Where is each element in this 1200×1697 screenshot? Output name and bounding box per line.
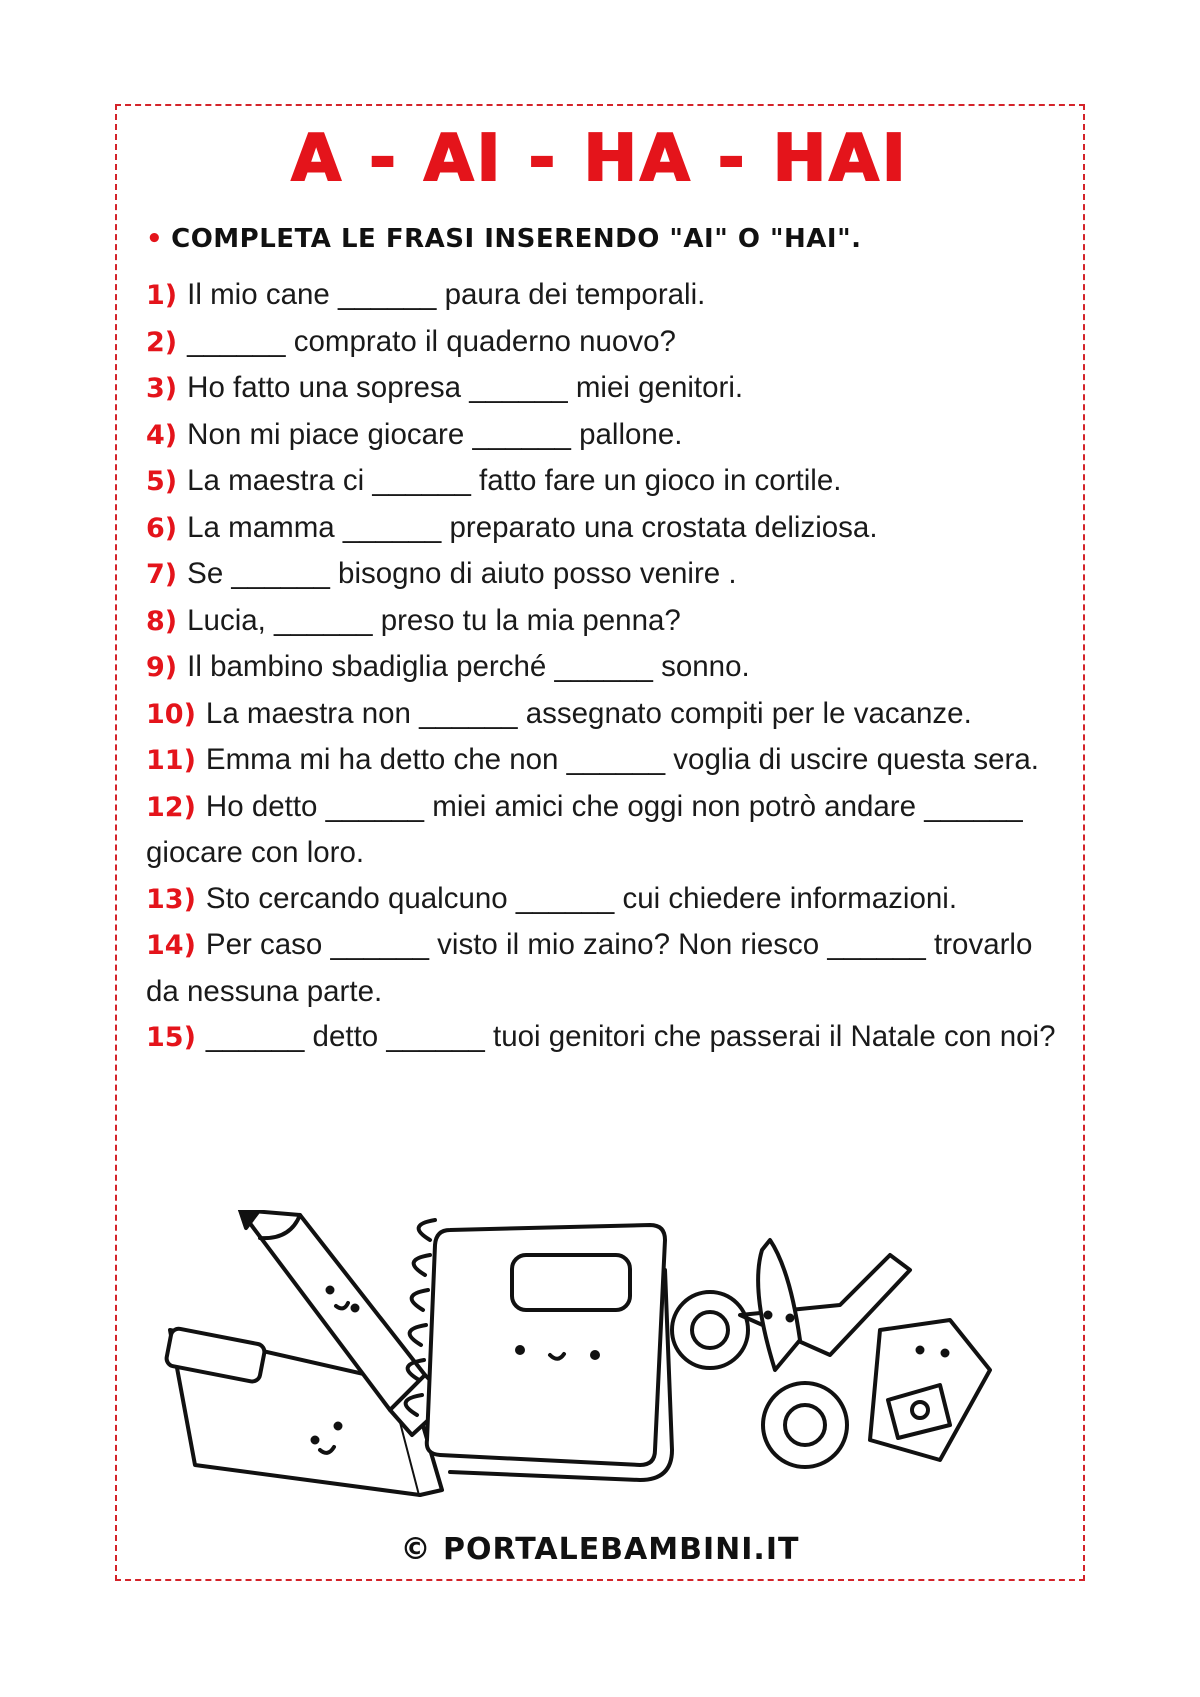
exercise-text: La maestra ci ______ fatto fare un gioco in cortile.: [187, 464, 842, 497]
exercise-number: 8): [146, 605, 178, 637]
exercise-item: [146, 319, 1061, 366]
exercise-text: Ho fatto una sopresa ______ miei genitori.: [187, 371, 744, 404]
exercise-item: [146, 412, 1061, 459]
exercise-text: Il bambino sbadiglia perché ______ sonno.: [187, 650, 750, 683]
exercise-number: 10): [146, 698, 196, 730]
exercise-text: Emma mi ha detto che non ______ voglia di uscire questa sera.: [205, 743, 1039, 776]
exercise-text: La mamma ______ preparato una crostata deliziosa.: [187, 510, 878, 544]
exercise-text: Non mi piace giocare ______ pallone.: [187, 417, 683, 451]
exercise-number: 11): [146, 745, 196, 776]
instruction-text: COMPLETA LE FRASI INSERENDO "AI" O "HAI".: [171, 224, 862, 254]
exercise-number: 6): [146, 512, 178, 544]
exercise-item: [146, 272, 1061, 319]
exercise-item: [146, 922, 1061, 1014]
exercise-number: 3): [146, 373, 178, 404]
exercise-number: 13): [146, 883, 196, 915]
bullet-icon: •: [146, 224, 164, 254]
notebook-icon: [406, 1220, 672, 1480]
exercise-text: Lucia, ______ preso tu la mia penna?: [187, 603, 681, 637]
exercise-text: ______ detto ______ tuoi genitori che passerai il Natale con noi?: [205, 1020, 1056, 1053]
exercise-item: [146, 737, 1061, 784]
exercise-item: [146, 365, 1061, 412]
exercise-number: 7): [146, 559, 178, 590]
exercise-number: 14): [146, 930, 196, 961]
exercise-item: [146, 458, 1061, 505]
sharpener-icon: [870, 1320, 990, 1460]
exercise-number: 2): [146, 326, 178, 358]
exercise-item: [146, 784, 1061, 876]
exercise-text: La maestra non ______ assegnato compiti per le vacanze.: [205, 696, 972, 730]
exercise-number: 1): [146, 280, 178, 311]
copyright-footer: © PORTALEBAMBINI.IT: [400, 1532, 800, 1567]
exercise-item: [146, 1014, 1061, 1061]
exercise-text: Ho detto ______ miei amici che oggi non potrò andare ______ giocare con loro.: [146, 789, 1023, 869]
exercise-item: [146, 876, 1061, 923]
school-supplies-illustration: [150, 1210, 1060, 1550]
exercise-number: 9): [146, 652, 178, 683]
exercise-text: Sto cercando qualcuno ______ cui chiedere informazioni.: [205, 881, 958, 915]
exercise-number: 15): [146, 1022, 196, 1053]
exercise-item: [146, 598, 1061, 645]
exercise-item: [146, 644, 1061, 691]
exercise-item: [146, 505, 1061, 552]
instruction: [146, 224, 862, 254]
page-title: A - AI - HA - HAI: [291, 122, 909, 196]
exercise-number: 5): [146, 466, 178, 497]
exercise-text: Se ______ bisogno di aiuto posso venire .: [187, 557, 737, 590]
exercise-text: ______ comprato il quaderno nuovo?: [187, 324, 676, 358]
exercise-item: [146, 551, 1061, 598]
exercise-list: [146, 272, 1061, 1061]
exercise-number: 4): [146, 419, 178, 451]
exercise-item: [146, 691, 1061, 738]
exercise-number: 12): [146, 791, 196, 823]
exercise-text: Il mio cane ______ paura dei temporali.: [187, 278, 706, 311]
exercise-text: Per caso ______ visto il mio zaino? Non riesco ______ trovarlo da nessuna parte.: [146, 928, 1033, 1008]
